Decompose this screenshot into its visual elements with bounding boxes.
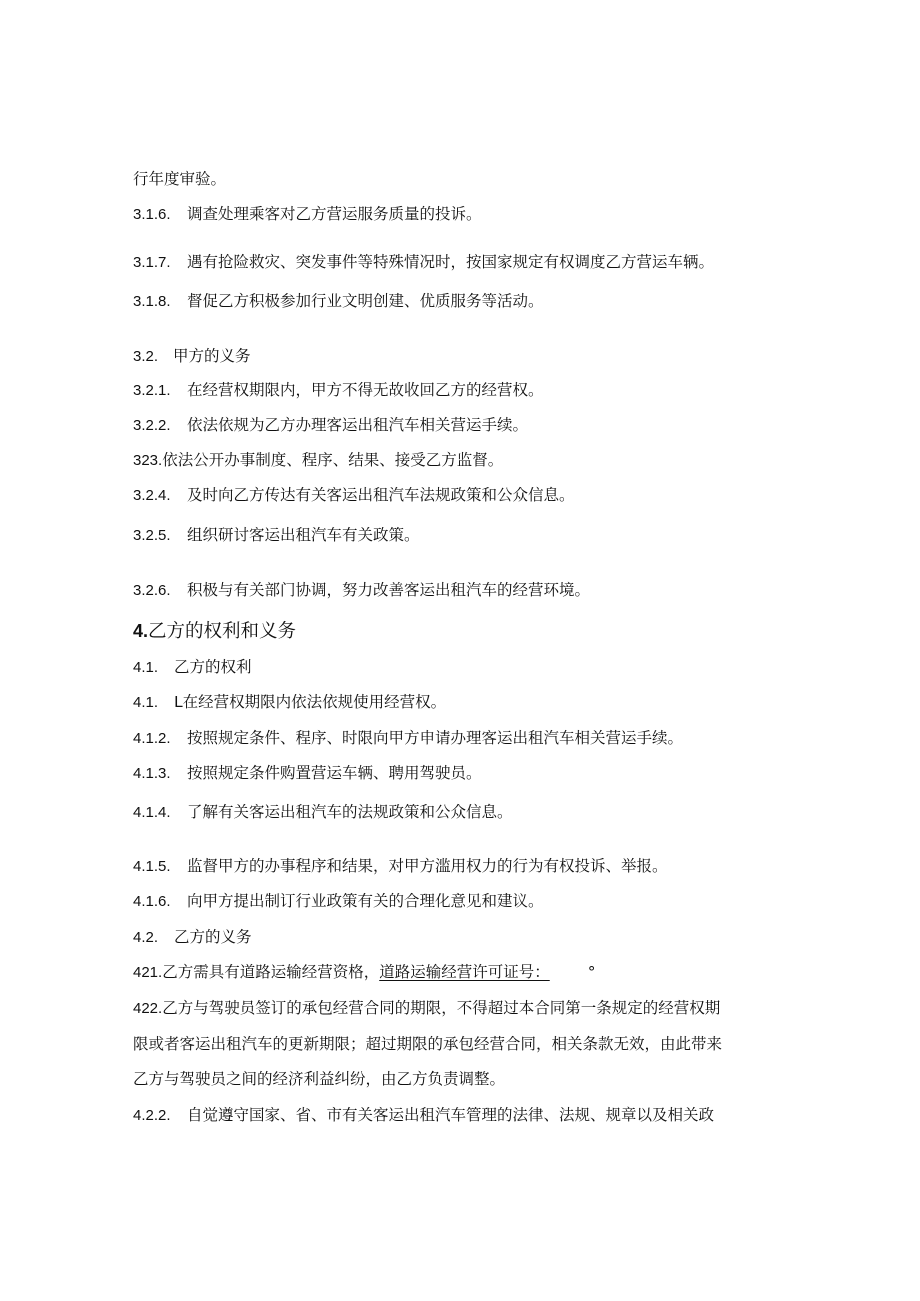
clause-number: 3.2.2. xyxy=(133,417,171,434)
clause-4-2-2-cont-1 xyxy=(133,1033,722,1055)
clause-3-2-6 xyxy=(133,579,590,602)
clause-text: 乙方的义务 xyxy=(174,928,252,946)
clause-number: 421. xyxy=(133,964,163,981)
clause-number: 3.1.8. xyxy=(133,293,171,310)
clause-number: 3.1.7. xyxy=(133,254,171,271)
clause-number: 3.1.6. xyxy=(133,206,171,223)
clause-text: 组织研讨客运出租汽车有关政策。 xyxy=(187,526,420,544)
paragraph-continuation xyxy=(133,168,226,190)
section-heading-4 xyxy=(133,618,296,645)
clause-tail: ° xyxy=(587,963,596,981)
clause-3-2-5 xyxy=(133,524,420,547)
clause-text: 向甲方提出制订行业政策有关的合理化意见和建议。 xyxy=(187,892,544,910)
clause-number: 4.1.2. xyxy=(133,730,171,747)
clause-text: 自觉遵守国家、省、市有关客运出租汽车管理的法律、法规、规章以及相关政 xyxy=(187,1106,715,1124)
heading-text: 乙方的权利和义务 xyxy=(148,621,297,642)
clause-text: 乙方需具有道路运输经营资格， xyxy=(162,963,380,981)
clause-text: 乙方与驾驶员签订的承包经营合同的期限，不得超过本合同第一条规定的经营权期 xyxy=(162,999,721,1017)
clause-4-2-2 xyxy=(133,1104,714,1127)
clause-3-2-3 xyxy=(133,449,503,472)
clause-number: 3.2.6. xyxy=(133,582,171,599)
clause-text: 依法依规为乙方办理客运出租汽车相关营运手续。 xyxy=(187,416,529,434)
clause-4-1-1 xyxy=(133,691,446,714)
clause-text: 督促乙方积极参加行业文明创建、优质服务等活动。 xyxy=(187,292,544,310)
clause-text: 甲方的义务 xyxy=(173,347,251,365)
clause-3-2-4 xyxy=(133,484,575,507)
clause-text: 限或者客运出租汽车的更新期限；超过期限的承包经营合同，相关条款无效，由此带来 xyxy=(133,1035,723,1053)
clause-text: 了解有关客运出租汽车的法规政策和公众信息。 xyxy=(187,803,513,821)
clause-text: 按照规定条件购置营运车辆、聘用驾驶员。 xyxy=(187,764,482,782)
clause-text: 积极与有关部门协调，努力改善客运出租汽车的经营环境。 xyxy=(187,581,591,599)
clause-3-1-8 xyxy=(133,290,544,313)
clause-number: 3.2.4. xyxy=(133,487,171,504)
clause-3-1-7 xyxy=(133,251,714,274)
clause-number: 4.2.2. xyxy=(133,1107,171,1124)
clause-4-1-3 xyxy=(133,762,482,785)
clause-4-2-1 xyxy=(133,961,595,984)
clause-text: 遇有抢险救灾、突发事件等特殊情况时，按国家规定有权调度乙方营运车辆。 xyxy=(187,253,715,271)
clause-number: 4.2. xyxy=(133,929,159,946)
clause-4-1-5 xyxy=(133,855,668,878)
clause-number: 4.1. xyxy=(133,694,159,711)
license-number-field: 道路运输经营许可证号： xyxy=(379,963,550,981)
clause-4-1-2 xyxy=(133,727,683,750)
clause-text: 依法公开办事制度、程序、结果、接受乙方监督。 xyxy=(162,451,504,469)
clause-4-1-4 xyxy=(133,801,513,824)
clause-text: 及时向乙方传达有关客运出租汽车法规政策和公众信息。 xyxy=(187,486,575,504)
clause-number: 3.2.1. xyxy=(133,382,171,399)
clause-text: 乙方的权利 xyxy=(174,658,252,676)
clause-number: 3.2.5. xyxy=(133,527,171,544)
clause-number: 4.1. xyxy=(133,659,159,676)
section-3-2 xyxy=(133,345,251,368)
clause-number: 4.1.6. xyxy=(133,893,171,910)
clause-3-2-2 xyxy=(133,414,528,437)
clause-text: 按照规定条件、程序、时限向甲方申请办理客运出租汽车相关营运手续。 xyxy=(187,729,684,747)
clause-number: 4.1.3. xyxy=(133,765,171,782)
clause-number: 4.1.4. xyxy=(133,804,171,821)
clause-number: 422. xyxy=(133,1000,163,1017)
clause-number: 4.1.5. xyxy=(133,858,171,875)
clause-text: 监督甲方的办事程序和结果，对甲方滥用权力的行为有权投诉、举报。 xyxy=(187,857,668,875)
clause-text: 乙方与驾驶员之间的经济利益纠纷，由乙方负责调整。 xyxy=(133,1070,506,1088)
clause-text: 行年度审验。 xyxy=(133,170,227,188)
clause-text: L在经营权期限内依法依规使用经营权。 xyxy=(174,693,447,711)
section-4-2 xyxy=(133,926,252,949)
heading-number: 4. xyxy=(133,621,149,641)
clause-text: 调查处理乘客对乙方营运服务质量的投诉。 xyxy=(187,205,482,223)
clause-4-2-2-start xyxy=(133,997,720,1020)
clause-text: 在经营权期限内，甲方不得无故收回乙方的经营权。 xyxy=(187,381,544,399)
clause-4-2-2-cont-2 xyxy=(133,1068,505,1090)
section-4-1 xyxy=(133,656,252,679)
clause-number: 3.2. xyxy=(133,348,159,365)
clause-3-2-1 xyxy=(133,379,544,402)
clause-3-1-6 xyxy=(133,203,482,226)
clause-4-1-6 xyxy=(133,890,544,913)
clause-number: 323. xyxy=(133,452,163,469)
